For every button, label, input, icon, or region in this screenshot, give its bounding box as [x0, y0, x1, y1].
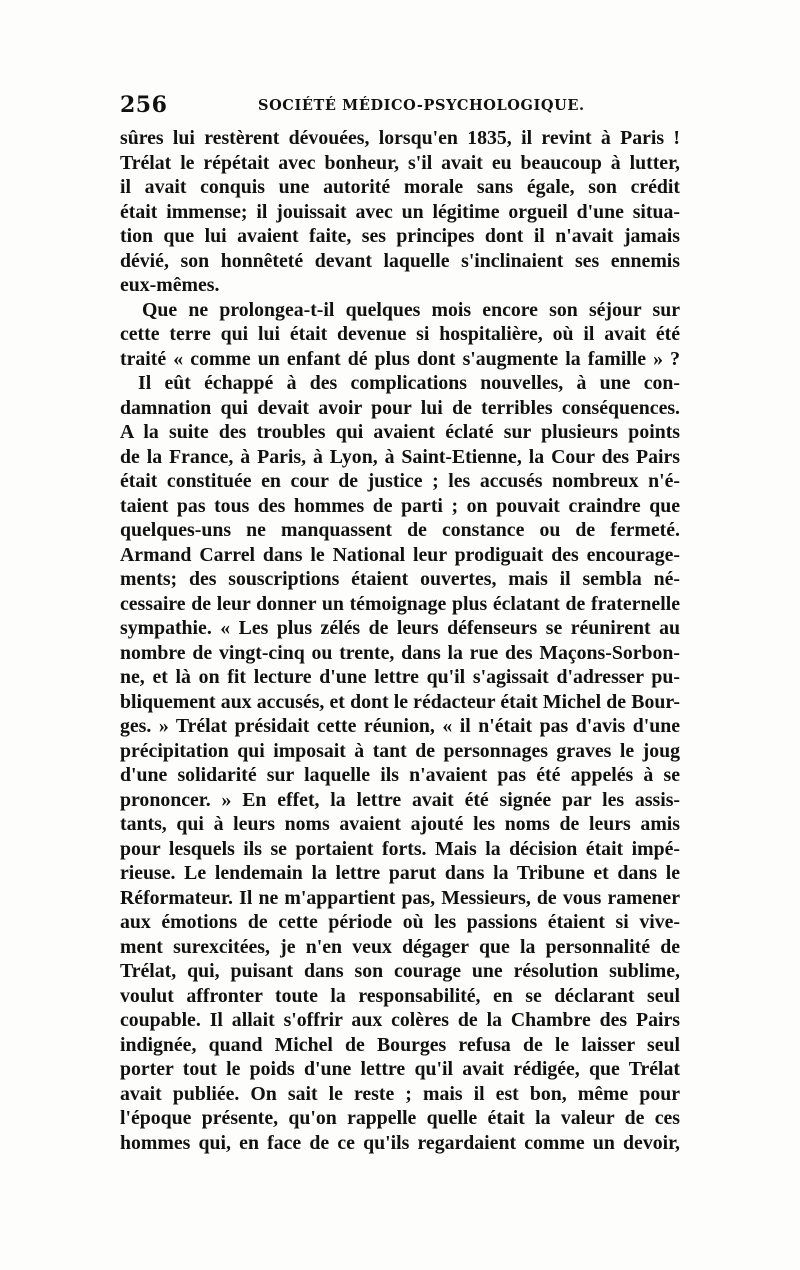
- text-line: l'époque présente, qu'on rappelle quelle était la valeur de ces: [120, 1107, 680, 1129]
- text-line: il avait conquis une autorité morale sans égale, son crédit: [120, 176, 680, 198]
- text-line: ges. » Trélat présidait cette réunion, « il n'était pas d'avis d'une: [120, 715, 680, 737]
- text-line: eux-mêmes.: [120, 274, 220, 296]
- text-line: Trélat le répétait avec bonheur, s'il avait eu beaucoup à lutter,: [120, 151, 680, 174]
- text-line: damnation qui devait avoir pour lui de terribles conséquences.: [120, 396, 680, 419]
- running-head: [120, 92, 680, 122]
- journal-title: SOCIÉTÉ MÉDICO-PSYCHOLOGIQUE.: [258, 97, 585, 114]
- text-line: Armand Carrel dans le National leur prodiguait des encourage-: [120, 543, 680, 566]
- text-line: pour lesquels ils se portaient forts. Mais la décision était impé-: [120, 837, 680, 860]
- text-line: Il eût échappé à des complications nouvelles, à une con-: [138, 372, 680, 394]
- text-line: nombre de vingt-cinq ou trente, dans la rue des Maçons-Sorbon-: [120, 641, 680, 664]
- text-line: dévié, son honnêteté devant laquelle s'inclinaient ses ennemis: [120, 249, 680, 272]
- text-line: A la suite des troubles qui avaient éclaté sur plusieurs points: [120, 421, 680, 443]
- text-line: sympathie. « Les plus zélés de leurs défenseurs se réunirent au: [120, 617, 680, 639]
- text-line: avait publiée. On sait le reste ; mais il est bon, même pour: [120, 1082, 680, 1105]
- text-line: coupable. Il allait s'offrir aux colères de la Chambre des Pairs: [120, 1009, 680, 1031]
- text-line: Réformateur. Il ne m'appartient pas, Messieurs, de vous ramener: [120, 886, 680, 909]
- text-line: Trélat, qui, puisant dans son courage une résolution sublime,: [120, 960, 680, 982]
- text-line: porter tout le poids d'une lettre qu'il avait rédigée, que Trélat: [120, 1058, 680, 1080]
- text-line: voulut affronter toute la responsabilité, en se déclarant seul: [120, 984, 680, 1007]
- text-line: tion que lui avaient faite, ses principes dont il n'avait jamais: [120, 225, 680, 247]
- text-line: indignée, quand Michel de Bourges refusa de le laisser seul: [120, 1033, 680, 1056]
- text-line: sûres lui restèrent dévouées, lorsqu'en 1835, il revint à Paris !: [120, 127, 680, 149]
- text-line: aux émotions de cette période où les passions étaient si vive-: [120, 911, 680, 933]
- text-line: taient pas tous des hommes de parti ; on pouvait craindre que: [120, 494, 680, 517]
- text-line: ne, et là on fit lecture d'une lettre qu'il s'agissait d'adresser pu-: [120, 666, 680, 688]
- text-line: prononcer. » En effet, la lettre avait été signée par les assis-: [120, 788, 680, 811]
- page-number: 256: [120, 92, 168, 118]
- text-line: cessaire de leur donner un témoignage plus éclatant de fraternelle: [120, 592, 680, 615]
- text-line: quelques-uns ne manquassent de constance ou de fermeté.: [120, 519, 680, 541]
- text-line: de la France, à Paris, à Lyon, à Saint-Etienne, la Cour des Pairs: [120, 445, 680, 468]
- text-line: bliquement aux accusés, et dont le rédacteur était Michel de Bour-: [120, 690, 680, 713]
- text-line: ment surexcitées, je n'en veux dégager que la personnalité de: [120, 935, 680, 958]
- text-line: d'une solidarité sur laquelle ils n'avaient pas été appelés à se: [120, 764, 680, 786]
- text-line: hommes qui, en face de ce qu'ils regardaient comme un devoir,: [120, 1131, 680, 1154]
- text-line: était immense; il jouissait avec un légitime orgueil d'une situa-: [120, 200, 680, 223]
- text-line: Que ne prolongea-t-il quelques mois encore son séjour sur: [142, 298, 680, 321]
- text-line: cette terre qui lui était devenue si hospitalière, où il avait été: [120, 323, 680, 345]
- text-line: tants, qui à leurs noms avaient ajouté les noms de leurs amis: [120, 813, 680, 835]
- text-line: ments; des souscriptions étaient ouvertes, mais il sembla né-: [120, 568, 680, 590]
- text-line: traité « comme un enfant dé plus dont s'augmente la famille » ?: [120, 347, 680, 370]
- text-line: rieuse. Le lendemain la lettre parut dans la Tribune et dans le: [120, 862, 680, 884]
- body-text: [120, 126, 680, 1155]
- text-line: était constituée en cour de justice ; les accusés nombreux n'é-: [120, 470, 680, 492]
- text-line: précipitation qui imposait à tant de personnages graves le joug: [120, 739, 680, 762]
